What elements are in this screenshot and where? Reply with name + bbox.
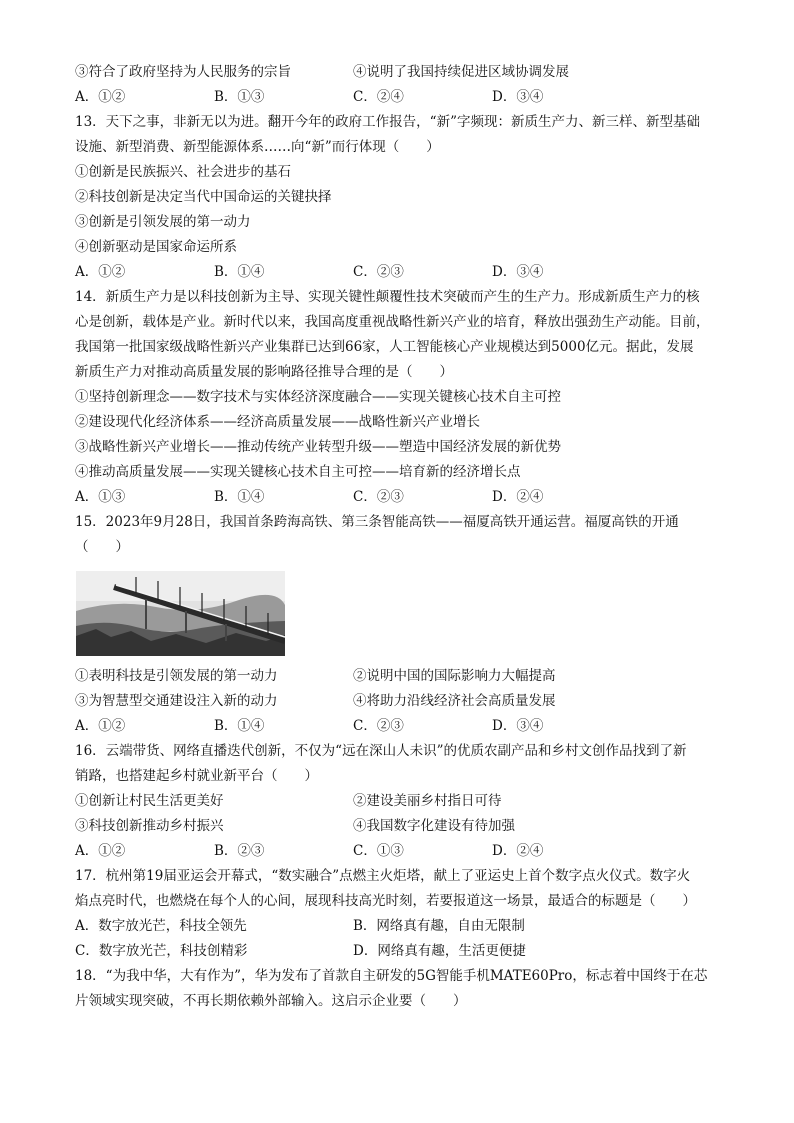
option-a: A．①② (75, 718, 126, 734)
q18-stem-line-1: 18．“为我中华，大有作为”，华为发布了首款自主研发的5G智能手机MATE60Pro，标志着中国终于在芯 (75, 968, 708, 984)
q17-stem-line-2: 焰点亮时代，也燃烧在每个人的心间，展现科技高光时刻，若要报道这一场景，最适合的标题是（ ） (75, 893, 696, 909)
option-d: D．③④ (492, 718, 544, 734)
q14-stem-line-3: 我国第一批国家级战略性新兴产业集群已达到66家，人工智能核心产业规模达到5000亿元。据此，发展 (75, 339, 694, 355)
option-a: A．①③ (75, 489, 126, 505)
q14-statement-1: ①坚持创新理念——数字技术与实体经济深度融合——实现关键核心技术自主可控 (75, 389, 561, 405)
q14-options-row (75, 487, 715, 507)
option-d: D．③④ (492, 264, 544, 280)
q16-stem-line-2: 销路，也搭建起乡村就业新平台（ ） (75, 768, 318, 784)
q17-option-c: C．数字放光芒，科技创精彩 (75, 943, 248, 959)
q15-stem-line-2: （ ） (75, 539, 129, 555)
q15-stem-line-1: 15．2023年9月28日，我国首条跨海高铁、第三条智能高铁——福厦高铁开通运营。福厦高铁的开通 (75, 514, 679, 530)
option-a: A．①② (75, 843, 126, 859)
option-b: B．①④ (214, 718, 265, 734)
option-a: A．①② (75, 264, 126, 280)
q16-statement-3: ③科技创新推动乡村振兴 (75, 818, 224, 834)
q15-statement-1: ①表明科技是引领发展的第一动力 (75, 668, 278, 684)
option-b: B．②③ (214, 843, 265, 859)
q18-stem-line-2: 片领域实现突破，不再长期依赖外部输入。这启示企业要（ ） (75, 993, 467, 1009)
option-c: C．②③ (353, 489, 404, 505)
q13-statement-4: ④创新驱动是国家命运所系 (75, 239, 237, 255)
q14-stem-line-2: 心是创新，载体是产业。新时代以来，我国高度重视战略性新兴产业的培育，释放出强劲生产动能。目前， (75, 314, 710, 330)
q15-statement-2: ②说明中国的国际影响力大幅提高 (353, 668, 556, 684)
option-a: A．①② (75, 89, 126, 105)
q13-statement-2: ②科技创新是决定当代中国命运的关键抉择 (75, 189, 332, 205)
q17-stem-line-1: 17．杭州第19届亚运会开幕式，“数实融合”点燃主火炬塔，献上了亚运史上首个数字点火仪式。数字火 (75, 868, 691, 884)
q13-options-row (75, 262, 715, 282)
option-c: C．②③ (353, 718, 404, 734)
option-d: D．②④ (492, 489, 544, 505)
option-b: B．①④ (214, 264, 265, 280)
q15-statement-4: ④将助力沿线经济社会高质量发展 (353, 693, 556, 709)
option-b: B．①④ (214, 489, 265, 505)
option-b: B．①③ (214, 89, 265, 105)
option-d: D．③④ (492, 89, 544, 105)
q14-statement-3: ③战略性新兴产业增长——推动传统产业转型升级——塑造中国经济发展的新优势 (75, 439, 561, 455)
high-speed-rail-photo (76, 571, 285, 656)
q14-stem-line-1: 14．新质生产力是以科技创新为主导、实现关键性颠覆性技术突破而产生的生产力。形成新质生产力的核 (75, 289, 700, 305)
q16-options-row (75, 841, 715, 861)
q16-statement-2: ②建设美丽乡村指日可待 (353, 793, 502, 809)
q13-statement-3: ③创新是引领发展的第一动力 (75, 214, 251, 230)
options-row (75, 87, 715, 107)
option-d: D．②④ (492, 843, 544, 859)
q17-option-a: A．数字放光芒，科技全领先 (75, 918, 247, 934)
q16-statement-4: ④我国数字化建设有待加强 (353, 818, 515, 834)
q14-statement-4: ④推动高质量发展——实现关键核心技术自主可控——培育新的经济增长点 (75, 464, 521, 480)
q15-options-row (75, 716, 715, 736)
q14-stem-line-4: 新质生产力对推动高质量发展的影响路径推导合理的是（ ） (75, 364, 453, 380)
q17-option-b: B．网络真有趣，自由无限制 (353, 918, 525, 934)
q13-stem-line-2: 设施、新型消费、新型能源体系……向“新”而行体现（ ） (75, 139, 440, 155)
q16-stem-line-1: 16．云端带货、网络直播迭代创新，不仅为“远在深山人未识”的优质农副产品和乡村文创作品找到了新 (75, 743, 687, 759)
option-c: C．②④ (353, 89, 404, 105)
q14-statement-2: ②建设现代化经济体系——经济高质量发展——战略性新兴产业增长 (75, 414, 480, 430)
q16-statement-1: ①创新让村民生活更美好 (75, 793, 224, 809)
bridge-illustration (76, 571, 285, 656)
option-c: C．①③ (353, 843, 404, 859)
q15-statement-3: ③为智慧型交通建设注入新的动力 (75, 693, 278, 709)
statement-4: ④说明了我国持续促进区域协调发展 (353, 64, 569, 80)
q17-option-d: D．网络真有趣，生活更便捷 (353, 943, 526, 959)
q13-statement-1: ①创新是民族振兴、社会进步的基石 (75, 164, 291, 180)
q13-stem-line-1: 13．天下之事，非新无以为进。翻开今年的政府工作报告，“新”字频现：新质生产力、新三样、新型基础 (75, 114, 700, 130)
statement-3: ③符合了政府坚持为人民服务的宗旨 (75, 64, 291, 80)
option-c: C．②③ (353, 264, 404, 280)
